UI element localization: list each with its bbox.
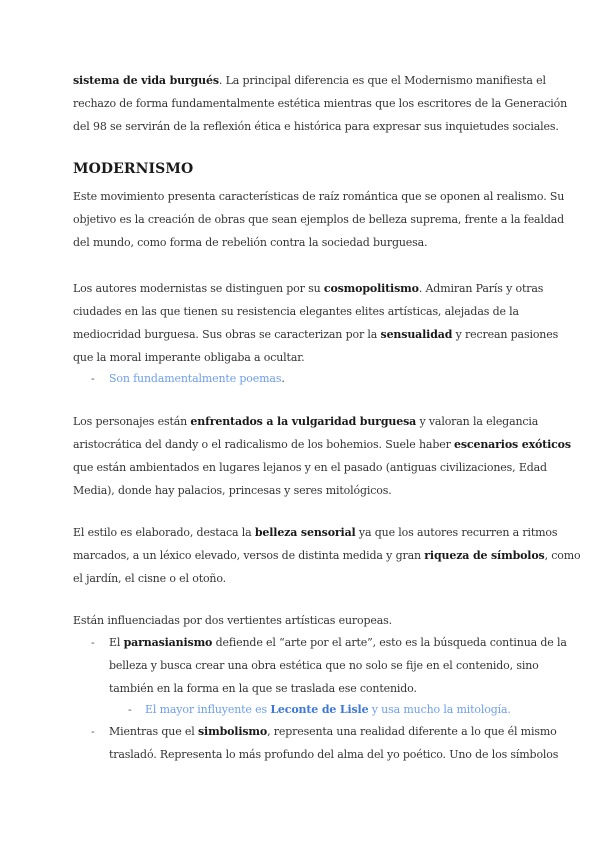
para3-line1: Los personajes están enfrentados a la vulgaridad burguesa y valoran la elegancia <box>73 415 539 428</box>
para5-line1: Están influenciadas por dos vertientes artísticas europeas. <box>73 614 392 627</box>
highlight-link-text[interactable]: Son fundamentalmente poemas <box>109 372 282 385</box>
bold-phrase: parnasianismo <box>123 636 213 649</box>
bold-phrase: cosmopolitismo <box>323 282 419 295</box>
bold-phrase: enfrentados a la vulgaridad burguesa <box>190 415 417 428</box>
para0-line1: sistema de vida burgués. La principal diferencia es que el Modernismo manifiesta el <box>73 74 546 87</box>
bullet-simbolismo-line2: trasladó. Representa lo más profundo del alma del yo poético. Uno de los símbolos <box>109 748 559 761</box>
sub-bullet-leconte[interactable]: El mayor influyente es Leconte de Lisle y usa mucho la mitología. <box>145 703 511 716</box>
bullet-parnasianismo-line3: también en la forma en la que se traslada ese contenido. <box>109 682 417 695</box>
para2-line1: Los autores modernistas se distinguen por su cosmopolitismo. Admiran París y otras <box>73 282 544 295</box>
para0-line3: del 98 se servirán de la reflexión ética e histórica para expresar sus inquietudes sociales. <box>73 120 559 133</box>
para4-line3: el jardín, el cisne o el otoño. <box>73 572 226 585</box>
para1-line2: objetivo es la creación de obras que sean ejemplos de belleza suprema, frente a la fealdad <box>73 213 565 226</box>
bullet-parnasianismo-line2: belleza y busca crear una obra estética que no solo se fije en el contenido, sino <box>109 659 539 672</box>
para2-line2: ciudades en las que tienen su resistencia elegantes elites artísticas, alejadas de la <box>73 305 519 318</box>
bold-phrase: belleza sensorial <box>254 526 356 539</box>
bold-phrase: sistema de vida burgués <box>73 74 219 87</box>
para4-line2: marcados, a un léxico elevado, versos de distinta medida y gran riqueza de símbolos, como <box>73 549 581 562</box>
section-heading: MODERNISMO <box>73 161 194 177</box>
para3-line2: aristocrática del dandy o el radicalismo de los bohemios. Suele haber escenarios exóticos <box>73 438 571 451</box>
sub-bullet-dash: - <box>128 703 132 716</box>
bullet-dash: - <box>91 725 95 738</box>
bold-phrase: escenarios exóticos <box>454 438 571 451</box>
para4-line1: El estilo es elaborado, destaca la belleza sensorial ya que los autores recurren a ritmos <box>73 526 558 539</box>
bold-phrase: riqueza de símbolos <box>424 549 545 562</box>
para3-line4: Media), donde hay palacios, princesas y seres mitológicos. <box>73 484 392 497</box>
para0-line2: rechazo de forma fundamentalmente estética mientras que los escritores de la Generación <box>73 97 568 110</box>
para1-line1: Este movimiento presenta características de raíz romántica que se oponen al realismo. Su <box>73 190 565 203</box>
bold-phrase: simbolismo <box>198 725 268 738</box>
bullet-parnasianismo-line1: El parnasianismo defiende el “arte por el arte”, esto es la búsqueda continua de la <box>109 636 567 649</box>
bold-link-phrase: Leconte de Lisle <box>270 703 369 716</box>
bold-phrase: sensualidad <box>380 328 453 341</box>
para2-line4: que la moral imperante obligaba a ocultar. <box>73 351 305 364</box>
para3-line3: que están ambientados en lugares lejanos y en el pasado (antiguas civilizaciones, Edad <box>73 461 547 474</box>
para1-line3: del mundo, como forma de rebelión contra la sociedad burguesa. <box>73 236 428 249</box>
bullet-dash: - <box>91 372 95 385</box>
bullet-dash: - <box>91 636 95 649</box>
para2-line3: mediocridad burguesa. Sus obras se caracterizan por la sensualidad y recrean pasiones <box>73 328 559 341</box>
bullet-item-poemas: Son fundamentalmente poemas. <box>109 372 285 385</box>
bullet-simbolismo-line1: Mientras que el simbolismo, representa una realidad diferente a lo que él mismo <box>109 725 557 738</box>
